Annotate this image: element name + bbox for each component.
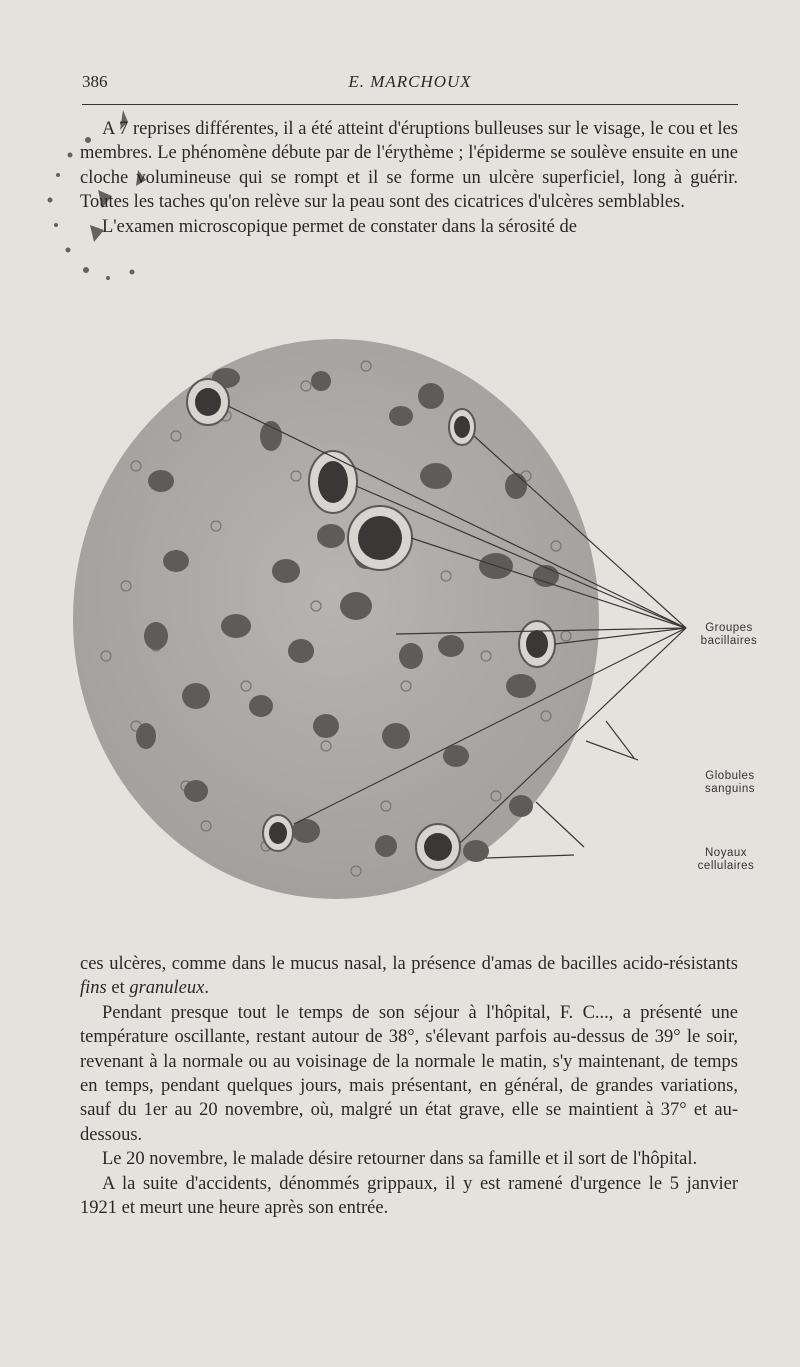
italic-word: granuleux (129, 978, 205, 999)
paragraph: Pendant presque tout le temps de son séjour à l'hôpital, F. C..., a présenté une température oscillante, restant autour de 38°, s'élevant parfois au-dessus de 39° le soir, revenant à la normale ou au voisinage de la normale le matin, s'y maintenant, de temps en temps, pendant quelques jours, mais présentant, en général, de grandes variations, sauf du 1er au 20 novembre, où, malgré un état grave, elle se maintient à 37° et au-dessous. (80, 1002, 738, 1145)
text-span: . (204, 978, 209, 999)
label-line: Noyaux (705, 847, 747, 859)
label-line: cellulaires (697, 860, 755, 872)
body-text-bottom (80, 952, 738, 1220)
italic-word: fins (80, 978, 107, 999)
label-noyaux-cellulaires (678, 847, 774, 873)
paragraph: A 7 reprises différentes, il a été atteint d'éruptions bulleuses sur le visage, le cou et les membres. Le phénomène débute par de l'érythème ; l'épiderme se soulève ensuite en une cloche volumineuse qui se rompt et il se forme un ulcère superficiel, long à guérir. Toutes les taches qu'on relève sur la peau sont des cicatrices d'ulcères semblables. (80, 119, 738, 213)
label-line: bacillaires (700, 635, 758, 647)
text-span: et (106, 978, 130, 999)
body-text-top (80, 117, 738, 239)
label-line: Globules (705, 770, 755, 782)
microscopy-figure (66, 326, 800, 906)
paragraph: A la suite d'accidents, dénommés grippaux, il y est ramené d'urgence le 5 janvier 1921 et meurt une heure après son entrée. (80, 1173, 738, 1219)
paragraph: Le 20 novembre, le malade désire retourner dans sa famille et il sort de l'hôpital. (102, 1149, 698, 1170)
label-groupes-bacillaires (684, 622, 774, 648)
label-line: sanguins (704, 783, 756, 795)
paragraph (80, 952, 738, 1001)
text-span: ces ulcères, comme dans le mucus nasal, la présence d'amas de bacilles acido-résistants (80, 954, 738, 974)
label-globules-sanguins (682, 770, 778, 796)
label-line: Groupes (705, 622, 753, 634)
paragraph: L'examen microscopique permet de constater dans la sérosité de (102, 216, 577, 237)
running-head: E. MARCHOUX (348, 72, 472, 91)
page-number: 386 (82, 72, 108, 91)
header-rule (82, 104, 738, 105)
